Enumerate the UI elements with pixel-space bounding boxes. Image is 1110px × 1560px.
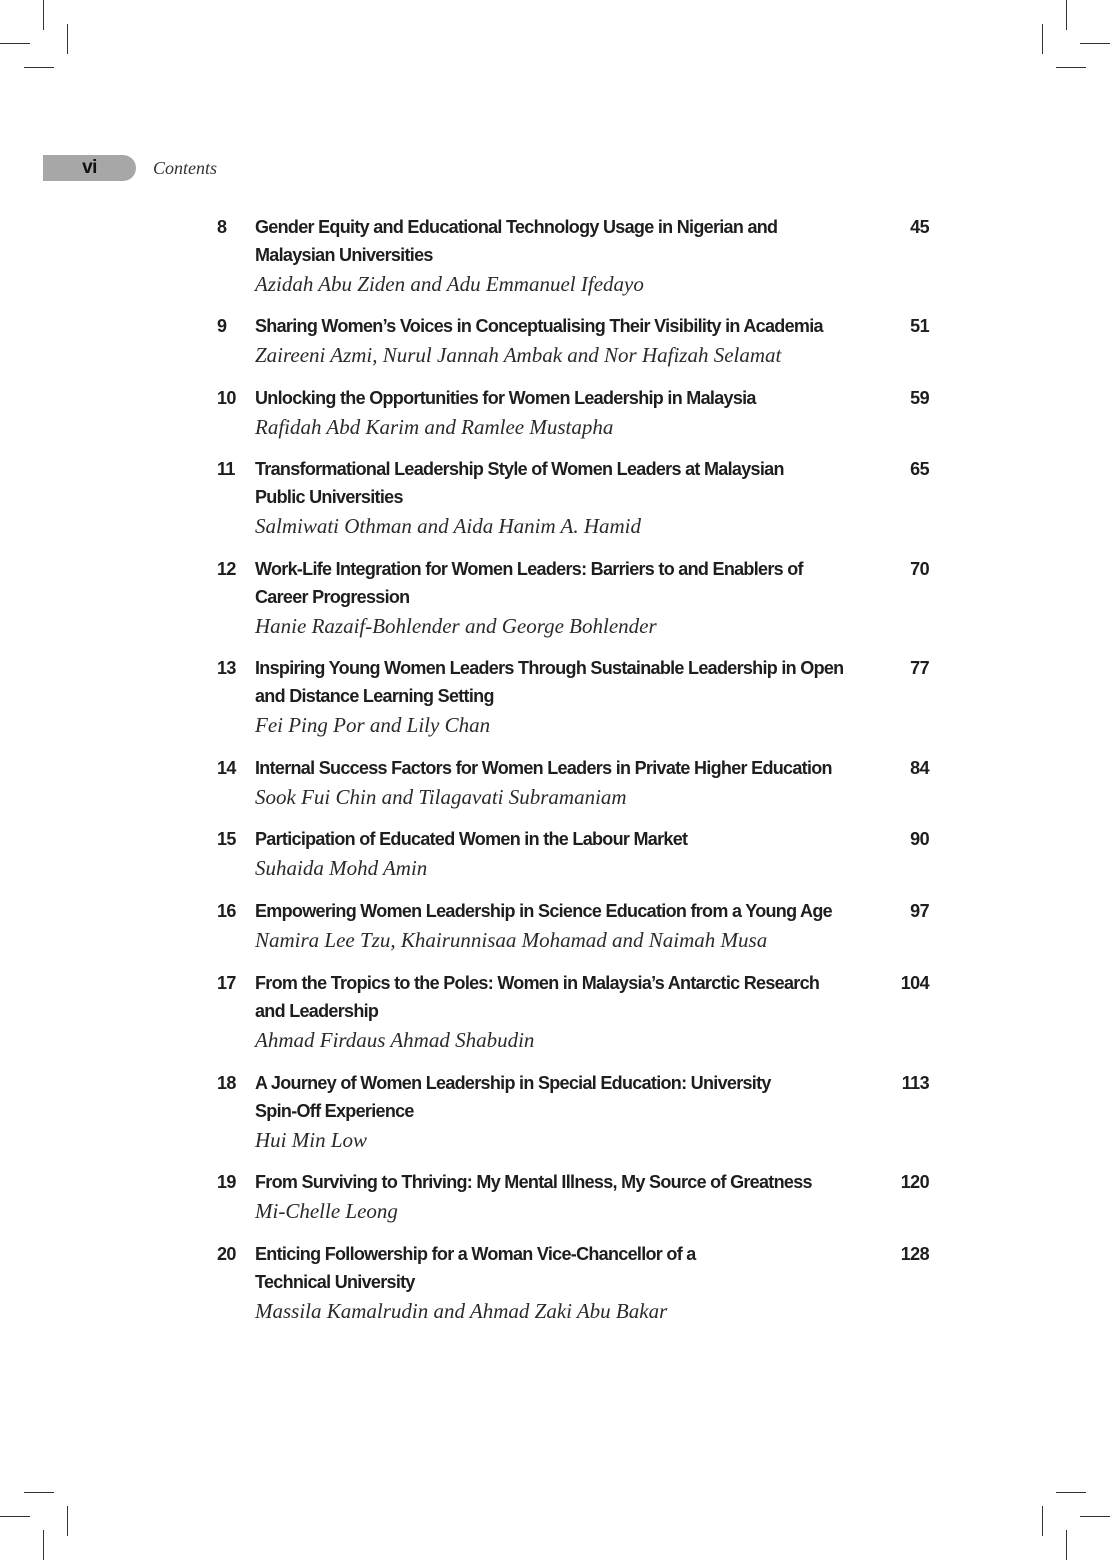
- chapter-authors: Suhaida Mohd Amin: [255, 856, 428, 880]
- entry-body: [255, 897, 855, 955]
- crop-mark: [1080, 1516, 1110, 1517]
- chapter-number: 10: [217, 388, 236, 408]
- chapter-authors: Mi-Chelle Leong: [255, 1199, 398, 1223]
- crop-mark: [1080, 43, 1110, 44]
- chapter-number: 15: [217, 829, 236, 849]
- chapter-authors: Sook Fui Chin and Tilagavati Subramaniam: [255, 785, 627, 809]
- page-number: 45: [910, 217, 929, 237]
- crop-mark: [0, 43, 30, 44]
- entry-body: [255, 825, 855, 883]
- page-number: 97: [910, 901, 929, 921]
- page-number: 104: [900, 973, 929, 993]
- crop-mark: [24, 1492, 54, 1493]
- chapter-number: 11: [217, 459, 235, 479]
- entry-body: [255, 555, 855, 641]
- chapter-authors: Azidah Abu Ziden and Adu Emmanuel Ifedayo: [255, 272, 644, 296]
- chapter-title-line: Technical University: [255, 1272, 415, 1292]
- entry-body: [255, 1240, 855, 1326]
- chapter-title-line: and Leadership: [255, 1001, 379, 1021]
- crop-mark: [1042, 24, 1043, 54]
- chapter-authors: Hui Min Low: [255, 1128, 368, 1152]
- chapter-title-line: From the Tropics to the Poles: Women in Malaysia’s Antarctic Research: [255, 973, 820, 993]
- chapter-title-line: Internal Success Factors for Women Leaders in Private Higher Education: [255, 758, 832, 778]
- entry-body: [255, 213, 855, 299]
- page-number: 77: [910, 658, 929, 678]
- entry-body: [255, 384, 855, 442]
- page-number: 70: [910, 559, 929, 579]
- page-number: 90: [910, 829, 929, 849]
- crop-mark: [0, 1516, 30, 1517]
- chapter-title-line: A Journey of Women Leadership in Special Education: University: [255, 1073, 771, 1093]
- chapter-title-line: Participation of Educated Women in the Labour Market: [255, 829, 688, 849]
- page-number: 113: [901, 1073, 929, 1093]
- entry-body: [255, 455, 855, 541]
- entry-body: [255, 1069, 855, 1155]
- chapter-authors: Zaireeni Azmi, Nurul Jannah Ambak and Nor Hafizah Selamat: [255, 343, 782, 367]
- crop-mark: [1056, 67, 1086, 68]
- chapter-title-line: Spin-Off Experience: [255, 1101, 414, 1121]
- crop-mark: [1066, 1530, 1067, 1560]
- chapter-authors: Ahmad Firdaus Ahmad Shabudin: [255, 1028, 535, 1052]
- page-number-tab: vi: [43, 155, 136, 181]
- chapter-authors: Fei Ping Por and Lily Chan: [255, 713, 491, 737]
- chapter-number: 16: [217, 901, 236, 921]
- page-number: 128: [900, 1244, 929, 1264]
- entry-body: [255, 969, 855, 1055]
- chapter-authors: Hanie Razaif-Bohlender and George Bohlender: [255, 614, 657, 638]
- page-header: [43, 155, 217, 181]
- crop-mark: [1066, 0, 1067, 30]
- page-number: 120: [900, 1172, 929, 1192]
- crop-mark: [67, 1506, 68, 1536]
- chapter-title-line: Career Progression: [255, 587, 410, 607]
- chapter-authors: Rafidah Abd Karim and Ramlee Mustapha: [255, 415, 614, 439]
- crop-mark: [24, 67, 54, 68]
- chapter-number: 12: [217, 559, 236, 579]
- chapter-number: 18: [217, 1073, 236, 1093]
- page-number: 51: [910, 316, 929, 336]
- chapter-title-line: Public Universities: [255, 487, 403, 507]
- page-number: 84: [910, 758, 929, 778]
- chapter-authors: Namira Lee Tzu, Khairunnisaa Mohamad and Naimah Musa: [255, 928, 768, 952]
- crop-mark: [67, 24, 68, 54]
- crop-mark: [1056, 1492, 1086, 1493]
- chapter-number: 14: [217, 758, 236, 778]
- chapter-number: 9: [217, 316, 227, 336]
- chapter-number: 20: [217, 1244, 236, 1264]
- chapter-title-line: Gender Equity and Educational Technology Usage in Nigerian and: [255, 217, 778, 237]
- chapter-title-line: Enticing Followership for a Woman Vice-Chancellor of a: [255, 1244, 696, 1264]
- chapter-title-line: Malaysian Universities: [255, 245, 433, 265]
- chapter-title-line: Sharing Women’s Voices in Conceptualising Their Visibility in Academia: [255, 316, 823, 336]
- running-head: Contents: [153, 157, 218, 178]
- page-number: 59: [910, 388, 929, 408]
- entry-body: [255, 754, 855, 812]
- chapter-title-line: From Surviving to Thriving: My Mental Illness, My Source of Greatness: [255, 1172, 812, 1192]
- chapter-number: 17: [217, 973, 236, 993]
- chapter-title-line: and Distance Learning Setting: [255, 686, 494, 706]
- crop-mark: [43, 0, 44, 30]
- entry-body: [255, 654, 855, 740]
- chapter-number: 13: [217, 658, 236, 678]
- chapter-authors: Salmiwati Othman and Aida Hanim A. Hamid: [255, 514, 641, 538]
- chapter-number: 19: [217, 1172, 236, 1192]
- crop-mark: [1042, 1506, 1043, 1536]
- chapter-number: 8: [217, 217, 227, 237]
- chapter-title-line: Work-Life Integration for Women Leaders: Barriers to and Enablers of: [255, 559, 803, 579]
- page-number: 65: [910, 459, 929, 479]
- chapter-title-line: Transformational Leadership Style of Women Leaders at Malaysian: [255, 459, 784, 479]
- chapter-title-line: Unlocking the Opportunities for Women Leadership in Malaysia: [255, 388, 756, 408]
- crop-mark: [43, 1530, 44, 1560]
- entry-body: [255, 312, 855, 370]
- chapter-title-line: Empowering Women Leadership in Science Education from a Young Age: [255, 901, 832, 921]
- chapter-title-line: Inspiring Young Women Leaders Through Sustainable Leadership in Open: [255, 658, 844, 678]
- entry-body: [255, 1168, 855, 1226]
- chapter-authors: Massila Kamalrudin and Ahmad Zaki Abu Bakar: [255, 1299, 668, 1323]
